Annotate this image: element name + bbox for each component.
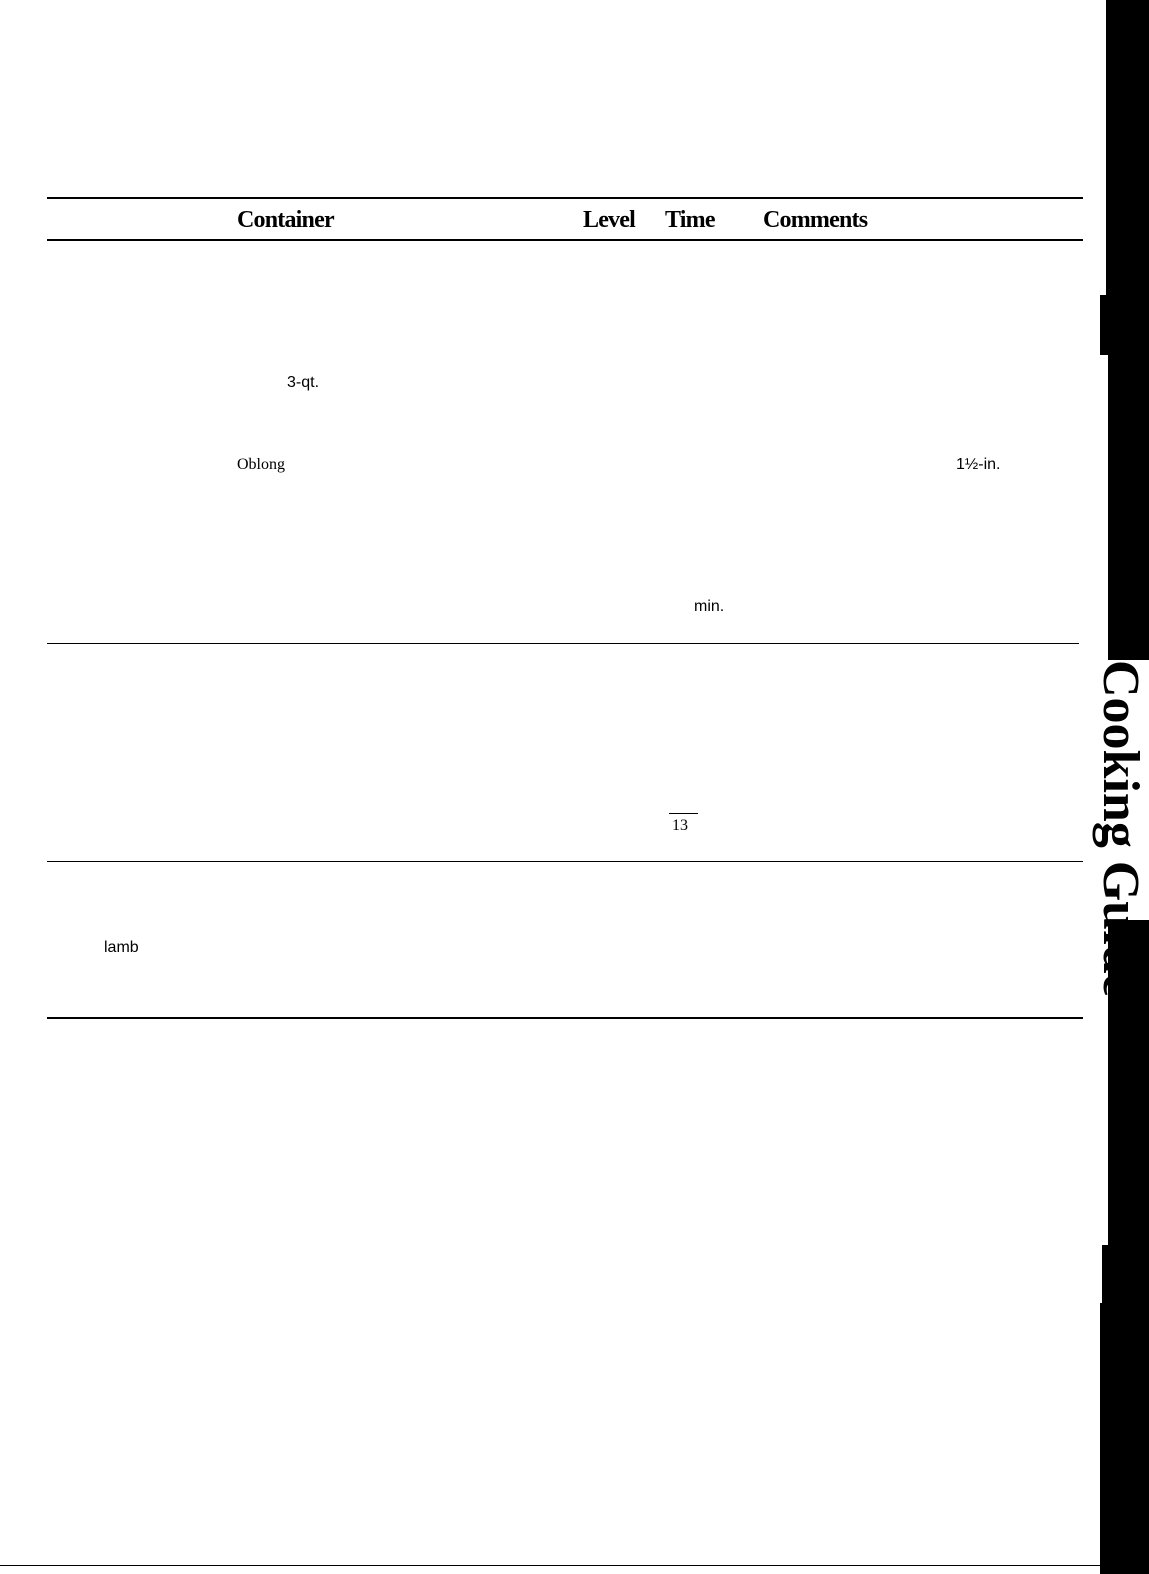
header-top-rule [47,197,1083,199]
time-unit-cell: min. [694,598,725,615]
side-tab-bar-lower-block [1102,1245,1149,1303]
time-value-cell: 13 [672,817,688,834]
section-3-rule [47,1017,1083,1019]
side-tab-bar-bottom [1100,1303,1149,1574]
side-tab-label-text: Cooking Guide [1092,660,1149,997]
page-bottom-edge [0,1565,1149,1566]
column-header-level: Level [583,207,635,233]
time-overline [669,813,698,814]
column-header-container: Container [237,207,334,233]
section-1-rule [47,643,1079,644]
side-tab-bar-upper [1106,0,1149,295]
section-2-rule [47,861,1083,862]
column-header-time: Time [665,207,715,233]
container-shape-cell: Oblong [237,456,285,473]
container-size-cell: 3-qt. [287,374,320,391]
food-item-cell: lamb [104,939,139,956]
header-bottom-rule [47,239,1083,241]
side-tab-label [1092,660,1149,997]
comment-depth-cell: 1½-in. [956,456,1001,473]
side-tab-bar-block [1100,295,1149,355]
column-header-comments: Comments [763,207,868,233]
